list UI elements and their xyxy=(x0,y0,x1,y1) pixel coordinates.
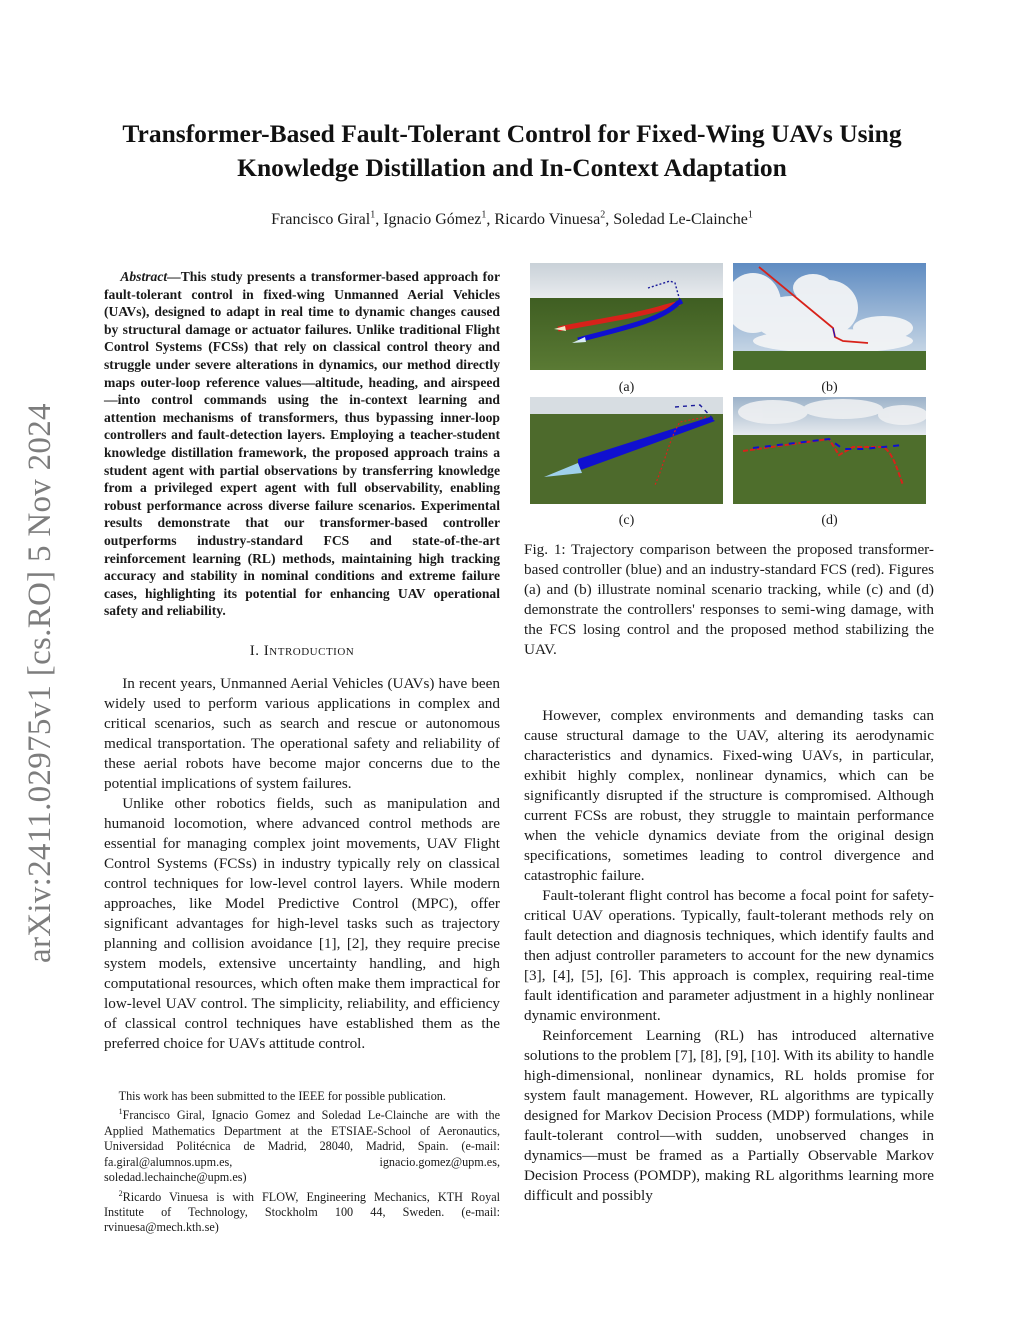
author: Francisco Giral$^1$, xyxy=(271,210,384,229)
footnotes xyxy=(104,1089,500,1236)
paper-title xyxy=(80,117,944,185)
figure-sublabel-b: (b) xyxy=(821,380,838,395)
paragraph: Unlike other robotics fields, such as manipulation and humanoid locomotion, where advanced control methods are essential for managing complex joint movements, UAV Flight Control Systems (FCSs) in industry typically rely on classical control techniques for low-level control layers. While modern approaches, like Model Predictive Control (MPC), offer significant advantages for high-level tasks such as trajectory planning and collision avoidance [1], [2], they require precise system models, extensive uncertainty handling, and high computational resources, which often make them impractical for low-level UAV control. The simplicity, reliability, and efficiency of classical control techniques have established them as the preferred choice for UAVs attitude control. xyxy=(104,795,500,1052)
author: Ignacio Gómez$^1$, xyxy=(383,210,495,229)
figure-panel-a xyxy=(530,263,723,370)
paragraph: In recent years, Unmanned Aerial Vehicles (UAVs) have been widely used to perform various applications in complex and critical scenarios, such as search and rescue or autonomous medical transportation. The operational safety and reliability of these aerial robots have become major concerns due to the potential implications of system failures. xyxy=(104,675,500,792)
author: Soledad Le-Clainche$^1$ xyxy=(613,210,753,229)
introduction-body xyxy=(104,674,500,1054)
abstract-label: Abstract xyxy=(120,269,168,284)
paragraph: Reinforcement Learning (RL) has introduced alternative solutions to the problem [7], [8], [9], [10]. With its ability to handle high-dimensional, nonlinear dynamics, RL holds promise for system fault management. However, RL algorithms are typically designed for Markov Decision Process (MDP) formulations, while fault-tolerant control—with sudden, unobserved changes in dynamics—must be framed as a Partially Observable Markov Decision Process (POMDP), making RL algorithms learning more difficult and possibly xyxy=(524,1027,934,1204)
paragraph: Fault-tolerant flight control has become a focal point for safety-critical UAV operations. Typically, fault-tolerant methods rely on fault detection and diagnosis techniques, which identify faults and then adjust controller parameters to account for the new dynamics [3], [4], [5], [6]. This approach is complex, requiring real-time fault identification and parameter adjustment in a highly nonlinear dynamic environment. xyxy=(524,887,934,1024)
figure-panel-c xyxy=(530,397,723,504)
figure-sublabel-d: (d) xyxy=(821,513,838,528)
right-column-body xyxy=(524,706,934,1206)
figure-1-caption: Fig. 1: Trajectory comparison between the proposed transformer-based controller (blue) and an industry-standard FCS (red). Figures (a) and (b) illustrate nominal scenario tracking, while (c) and (d) demonstrate the controllers' responses to semi-wing damage, with the FCS losing control and the proposed method stabilizing the UAV. xyxy=(524,541,934,658)
figure-1 xyxy=(530,263,930,533)
footnote-2: $^2$Ricardo Vinuesa is with FLOW, Engineering Mechanics, KTH Royal Institute of Technology, Stockholm 100 44, Sweden. (e-mail: rvinuesa@mech.kth.se) xyxy=(104,1188,500,1235)
author: Ricardo Vinuesa$^2$, xyxy=(494,210,614,229)
title-line-1: Transformer-Based Fault-Tolerant Control for Fixed-Wing UAVs Using xyxy=(122,119,902,148)
paragraph: However, complex environments and demanding tasks can cause structural damage to the UAV, altering its aerodynamic characteristics and dynamics. Fixed-wing UAVs, in particular, exhibit highly complex, nonlinear dynamics, which can be significantly disrupted if the structure is compromised. Although current FCSs are robust, they struggle to maintain performance when the vehicle dynamics deviate from the original design specifications, sometimes leading to control divergence and catastrophic failure. xyxy=(524,707,934,884)
footnote-1: $^1$Francisco Giral, Ignacio Gomez and Soledad Le-Clainche are with the Applied Mathematics Department at the ETSIAE-School of Aeronautics, Universidad Politécnica de Madrid, 28040, Madrid, Spain. (e-mail: fa.giral@alumnos.upm.es, ignacio.gomez@upm.es, soledad.lechainche@upm.es) xyxy=(104,1107,500,1185)
ground xyxy=(733,351,926,370)
section-heading-introduction: I. Introduction xyxy=(249,643,355,659)
footnote-submission: This work has been submitted to the IEEE for possible publication. xyxy=(118,1089,446,1103)
arxiv-identifier-stamp: arXiv:2411.02975v1 [cs.RO] 5 Nov 2024 xyxy=(22,403,58,963)
sky xyxy=(530,263,723,298)
figure-sublabel-a: (a) xyxy=(618,380,635,395)
abstract: Abstract—This study presents a transformer-based approach for fault-tolerant control in fixed-wing Unmanned Aerial Vehicles (UAVs), designed to adapt in real time to dynamic changes caused by structural damage or actuator failures. Unlike traditional Flight Control Systems (FCSs) that rely on classical control theory and struggle under severe alterations in dynamics, our method directly maps outer-loop reference values—altitude, heading, and airspeed—into control commands using the in-context learning and attention mechanisms of transformers, thus bypassing inner-loop controllers and fault-detection layers. Employing a teacher-student knowledge distillation framework, the proposed approach trains a student agent with partial observations by transferring knowledge from a privileged expert agent with full observability, enabling robust performance across diverse failure scenarios. Experimental results demonstrate that our transformer-based controller outperforms industry-standard FCS and state-of-the-art reinforcement learning (RL) methods, maintaining high tracking accuracy and stability in nominal conditions and extreme failure cases, highlighting its potential for enhancing UAV operational safety and reliability. xyxy=(104,269,500,619)
figure-panel-d xyxy=(733,397,926,504)
figure-panel-b xyxy=(733,263,926,370)
figure-sublabel-c: (c) xyxy=(618,513,635,528)
abstract-text: This study presents a transformer-based approach for fault-tolerant control in fixed-wing Unmanned Aerial Vehicles (UAVs), designed to adapt in real time to dynamic changes caused by structural damage or actuator failures. Unlike traditional Flight Control Systems (FCSs) that rely on classical control theory and struggle under severe alterations in dynamics, our method directly maps outer-loop reference values—altitude, heading, and airspeed—into control commands using the in-context learning and attention mechanisms of transformers, thus bypassing inner-loop controllers and fault-detection layers. Employing a teacher-student knowledge distillation framework, the proposed approach trains a student agent with partial observations by transferring knowledge from a privileged expert agent with full observability, enabling robust performance across diverse failure scenarios. Experimental results demonstrate that our transformer-based controller outperforms industry-standard FCS and state-of-the-art reinforcement learning (RL) methods, maintaining high tracking accuracy and stability in nominal conditions and extreme failure cases, highlighting its potential for enhancing UAV operational safety and reliability. xyxy=(104,269,500,619)
title-line-2: Knowledge Distillation and In-Context Adaptation xyxy=(237,153,787,182)
author-list xyxy=(80,210,944,229)
ground xyxy=(530,298,723,370)
